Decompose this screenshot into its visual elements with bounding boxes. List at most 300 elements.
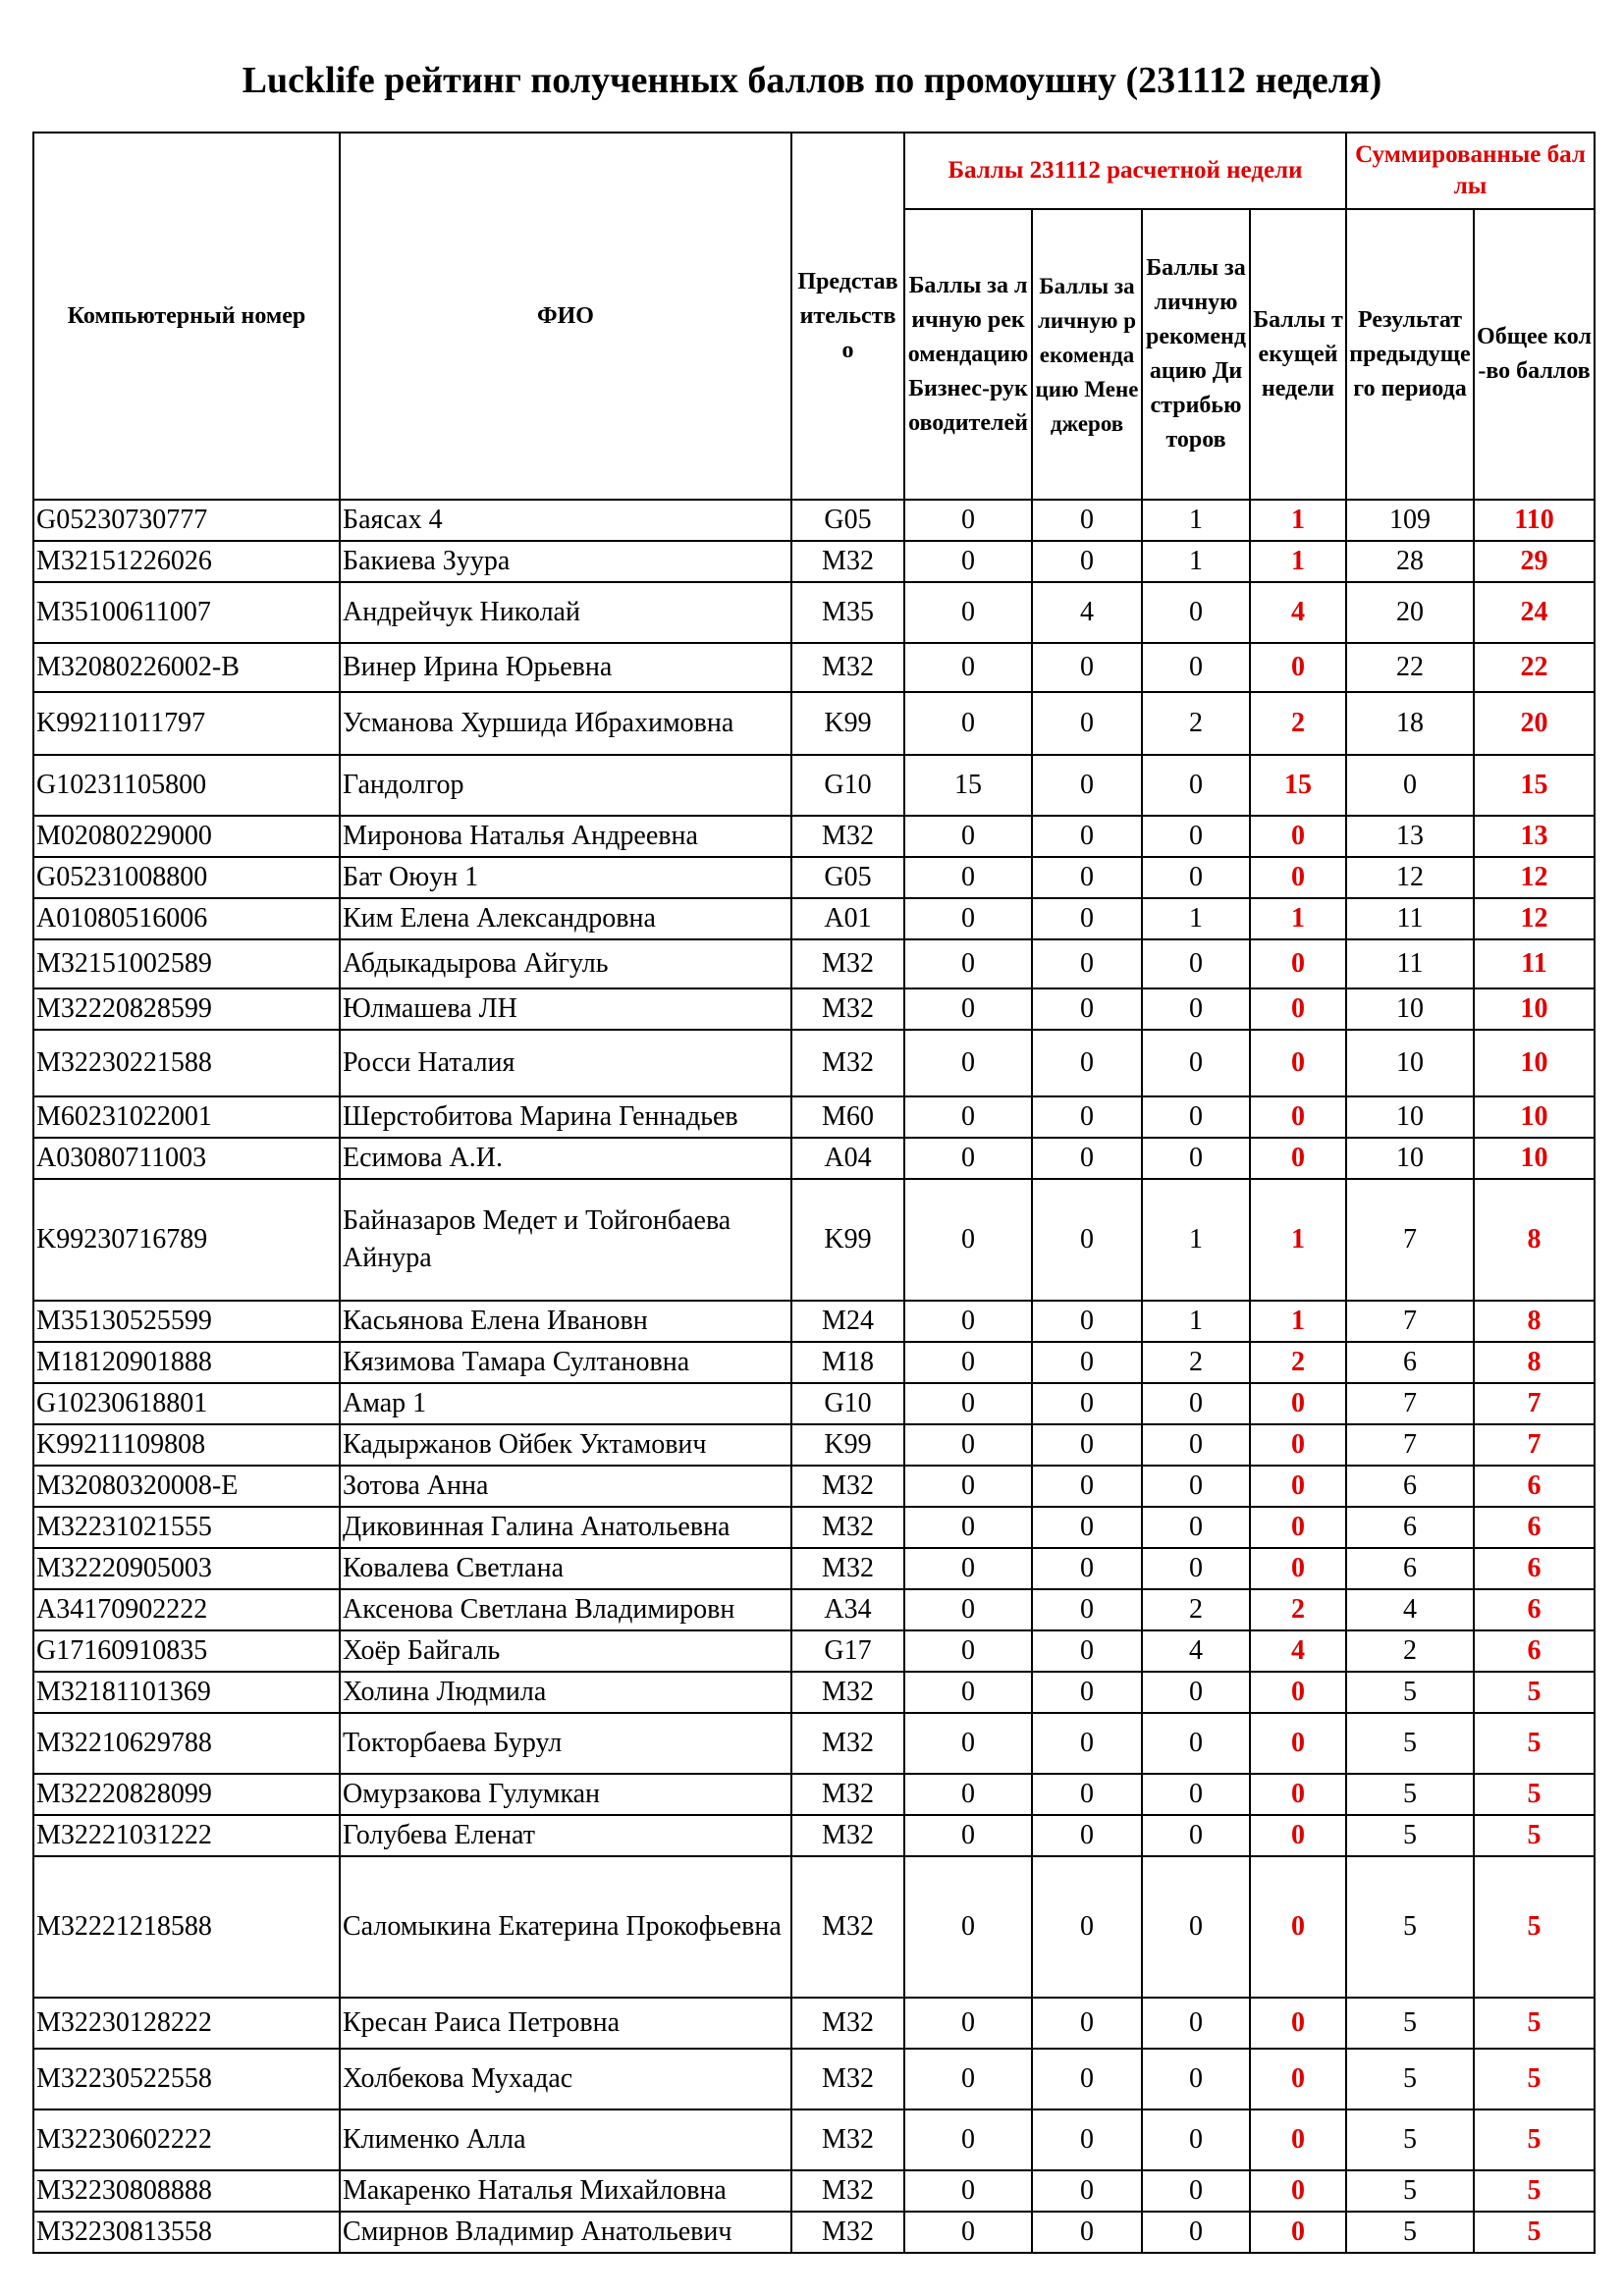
cell-mgr: 0 bbox=[1032, 857, 1142, 898]
cell-mgr: 0 bbox=[1032, 1138, 1142, 1179]
cell-previous: 5 bbox=[1346, 1815, 1474, 1856]
cell-mgr: 0 bbox=[1032, 755, 1142, 816]
cell-mgr: 0 bbox=[1032, 692, 1142, 755]
cell-office: M32 bbox=[791, 2109, 904, 2170]
cell-office: M32 bbox=[791, 1856, 904, 1998]
cell-name: Зотова Анна bbox=[340, 1466, 791, 1507]
cell-name: Холбекова Мухадас bbox=[340, 2049, 791, 2109]
cell-dist: 2 bbox=[1142, 692, 1250, 755]
cell-name: Амар 1 bbox=[340, 1383, 791, 1424]
cell-mgr: 0 bbox=[1032, 1383, 1142, 1424]
cell-name: Росси Наталия bbox=[340, 1030, 791, 1096]
cell-name: Касьянова Елена Ивановн bbox=[340, 1301, 791, 1342]
cell-previous: 5 bbox=[1346, 1856, 1474, 1998]
cell-dist: 1 bbox=[1142, 541, 1250, 582]
cell-dist: 0 bbox=[1142, 1856, 1250, 1998]
cell-code: M32151002589 bbox=[33, 939, 340, 988]
cell-previous: 7 bbox=[1346, 1301, 1474, 1342]
cell-previous: 12 bbox=[1346, 857, 1474, 898]
cell-biz: 0 bbox=[904, 1815, 1032, 1856]
cell-total: 6 bbox=[1474, 1589, 1595, 1630]
cell-office: G05 bbox=[791, 857, 904, 898]
cell-current-week: 0 bbox=[1250, 1096, 1346, 1138]
cell-current-week: 0 bbox=[1250, 1138, 1346, 1179]
header-name: ФИО bbox=[340, 133, 791, 500]
cell-previous: 2 bbox=[1346, 1630, 1474, 1672]
cell-biz: 0 bbox=[904, 1507, 1032, 1548]
cell-name: Холина Людмила bbox=[340, 1672, 791, 1713]
cell-current-week: 0 bbox=[1250, 1466, 1346, 1507]
table-row bbox=[33, 939, 1595, 988]
cell-office: G10 bbox=[791, 1383, 904, 1424]
cell-office: G05 bbox=[791, 500, 904, 541]
cell-dist: 0 bbox=[1142, 816, 1250, 857]
cell-dist: 0 bbox=[1142, 1466, 1250, 1507]
cell-code: G10230618801 bbox=[33, 1383, 340, 1424]
cell-office: K99 bbox=[791, 1179, 904, 1301]
table-row bbox=[33, 1672, 1595, 1713]
cell-total: 10 bbox=[1474, 1138, 1595, 1179]
cell-total: 12 bbox=[1474, 857, 1595, 898]
cell-current-week: 0 bbox=[1250, 988, 1346, 1030]
cell-office: M32 bbox=[791, 1774, 904, 1815]
cell-total: 6 bbox=[1474, 1466, 1595, 1507]
cell-name: Миронова Наталья Андреевна bbox=[340, 816, 791, 857]
cell-previous: 5 bbox=[1346, 2170, 1474, 2212]
cell-current-week: 0 bbox=[1250, 2109, 1346, 2170]
table-row bbox=[33, 988, 1595, 1030]
cell-biz: 0 bbox=[904, 1672, 1032, 1713]
cell-office: A01 bbox=[791, 898, 904, 939]
cell-current-week: 0 bbox=[1250, 2212, 1346, 2253]
cell-current-week: 0 bbox=[1250, 1856, 1346, 1998]
cell-code: M35130525599 bbox=[33, 1301, 340, 1342]
cell-total: 5 bbox=[1474, 1713, 1595, 1774]
cell-office: M32 bbox=[791, 1507, 904, 1548]
cell-total: 20 bbox=[1474, 692, 1595, 755]
cell-biz: 0 bbox=[904, 816, 1032, 857]
cell-mgr: 0 bbox=[1032, 1672, 1142, 1713]
cell-total: 5 bbox=[1474, 1672, 1595, 1713]
cell-biz: 0 bbox=[904, 898, 1032, 939]
cell-total: 22 bbox=[1474, 643, 1595, 692]
cell-code: M32230221588 bbox=[33, 1030, 340, 1096]
cell-office: G10 bbox=[791, 755, 904, 816]
cell-total: 5 bbox=[1474, 2049, 1595, 2109]
table-row bbox=[33, 1507, 1595, 1548]
cell-total: 6 bbox=[1474, 1630, 1595, 1672]
cell-name: Есимова А.И. bbox=[340, 1138, 791, 1179]
cell-code: M32220905003 bbox=[33, 1548, 340, 1589]
cell-office: M32 bbox=[791, 816, 904, 857]
table-row bbox=[33, 1301, 1595, 1342]
cell-previous: 10 bbox=[1346, 988, 1474, 1030]
table-row bbox=[33, 755, 1595, 816]
cell-total: 5 bbox=[1474, 2109, 1595, 2170]
cell-total: 5 bbox=[1474, 1998, 1595, 2049]
cell-mgr: 0 bbox=[1032, 1713, 1142, 1774]
cell-previous: 6 bbox=[1346, 1507, 1474, 1548]
table-row bbox=[33, 1466, 1595, 1507]
cell-office: K99 bbox=[791, 1424, 904, 1466]
header-cur: Баллы текущей недели bbox=[1250, 209, 1346, 500]
cell-total: 24 bbox=[1474, 582, 1595, 643]
cell-previous: 0 bbox=[1346, 755, 1474, 816]
cell-mgr: 0 bbox=[1032, 898, 1142, 939]
table-row bbox=[33, 816, 1595, 857]
table-row bbox=[33, 582, 1595, 643]
cell-biz: 0 bbox=[904, 2212, 1032, 2253]
table-row bbox=[33, 1342, 1595, 1383]
cell-previous: 11 bbox=[1346, 939, 1474, 988]
cell-mgr: 0 bbox=[1032, 2049, 1142, 2109]
cell-mgr: 0 bbox=[1032, 1096, 1142, 1138]
cell-previous: 5 bbox=[1346, 2049, 1474, 2109]
cell-total: 6 bbox=[1474, 1548, 1595, 1589]
cell-biz: 0 bbox=[904, 988, 1032, 1030]
cell-total: 15 bbox=[1474, 755, 1595, 816]
header-group-sum: Суммированные баллы bbox=[1346, 133, 1595, 209]
table-row bbox=[33, 1998, 1595, 2049]
header-office: Представительство bbox=[791, 133, 904, 500]
cell-total: 5 bbox=[1474, 1815, 1595, 1856]
table-row bbox=[33, 1589, 1595, 1630]
cell-name: Хоёр Байгаль bbox=[340, 1630, 791, 1672]
cell-total: 5 bbox=[1474, 1856, 1595, 1998]
cell-total: 12 bbox=[1474, 898, 1595, 939]
table-row bbox=[33, 1774, 1595, 1815]
cell-dist: 0 bbox=[1142, 1774, 1250, 1815]
cell-previous: 109 bbox=[1346, 500, 1474, 541]
cell-office: M35 bbox=[791, 582, 904, 643]
cell-current-week: 0 bbox=[1250, 2170, 1346, 2212]
cell-name: Кадыржанов Ойбек Уктамович bbox=[340, 1424, 791, 1466]
header-code: Компьютерный номер bbox=[33, 133, 340, 500]
table-row bbox=[33, 1096, 1595, 1138]
cell-current-week: 2 bbox=[1250, 692, 1346, 755]
cell-mgr: 0 bbox=[1032, 2109, 1142, 2170]
cell-biz: 15 bbox=[904, 755, 1032, 816]
cell-current-week: 4 bbox=[1250, 582, 1346, 643]
cell-code: M32221031222 bbox=[33, 1815, 340, 1856]
cell-total: 10 bbox=[1474, 1096, 1595, 1138]
cell-total: 10 bbox=[1474, 988, 1595, 1030]
header-dist: Баллы за личную рекомендацию Дистрибьюторов bbox=[1142, 209, 1250, 500]
cell-biz: 0 bbox=[904, 1774, 1032, 1815]
table-row bbox=[33, 1713, 1595, 1774]
cell-dist: 0 bbox=[1142, 1383, 1250, 1424]
cell-code: G17160910835 bbox=[33, 1630, 340, 1672]
cell-dist: 0 bbox=[1142, 643, 1250, 692]
table-row bbox=[33, 857, 1595, 898]
cell-office: A34 bbox=[791, 1589, 904, 1630]
cell-office: M18 bbox=[791, 1342, 904, 1383]
cell-dist: 2 bbox=[1142, 1342, 1250, 1383]
cell-office: M32 bbox=[791, 939, 904, 988]
cell-name: Кресан Раиса Петровна bbox=[340, 1998, 791, 2049]
cell-code: M32181101369 bbox=[33, 1672, 340, 1713]
cell-biz: 0 bbox=[904, 2170, 1032, 2212]
cell-mgr: 0 bbox=[1032, 988, 1142, 1030]
cell-mgr: 0 bbox=[1032, 2170, 1142, 2212]
cell-dist: 0 bbox=[1142, 988, 1250, 1030]
cell-dist: 0 bbox=[1142, 1138, 1250, 1179]
cell-code: M02080229000 bbox=[33, 816, 340, 857]
cell-biz: 0 bbox=[904, 541, 1032, 582]
cell-code: M32230808888 bbox=[33, 2170, 340, 2212]
cell-total: 10 bbox=[1474, 1030, 1595, 1096]
cell-biz: 0 bbox=[904, 2049, 1032, 2109]
cell-total: 29 bbox=[1474, 541, 1595, 582]
cell-biz: 0 bbox=[904, 643, 1032, 692]
cell-dist: 0 bbox=[1142, 582, 1250, 643]
cell-current-week: 0 bbox=[1250, 939, 1346, 988]
cell-biz: 0 bbox=[904, 500, 1032, 541]
cell-biz: 0 bbox=[904, 1589, 1032, 1630]
cell-code: M18120901888 bbox=[33, 1342, 340, 1383]
cell-biz: 0 bbox=[904, 2109, 1032, 2170]
cell-name: Омурзакова Гулумкан bbox=[340, 1774, 791, 1815]
cell-code: M32220828599 bbox=[33, 988, 340, 1030]
rating-table bbox=[32, 132, 1596, 2254]
cell-previous: 20 bbox=[1346, 582, 1474, 643]
cell-biz: 0 bbox=[904, 1301, 1032, 1342]
cell-current-week: 0 bbox=[1250, 1774, 1346, 1815]
cell-dist: 0 bbox=[1142, 939, 1250, 988]
table-row bbox=[33, 1138, 1595, 1179]
cell-current-week: 0 bbox=[1250, 1507, 1346, 1548]
cell-previous: 28 bbox=[1346, 541, 1474, 582]
cell-name: Ким Елена Александровна bbox=[340, 898, 791, 939]
cell-current-week: 0 bbox=[1250, 816, 1346, 857]
cell-dist: 1 bbox=[1142, 1179, 1250, 1301]
cell-dist: 0 bbox=[1142, 1424, 1250, 1466]
cell-total: 5 bbox=[1474, 2212, 1595, 2253]
cell-name: Абдыкадырова Айгуль bbox=[340, 939, 791, 988]
cell-previous: 18 bbox=[1346, 692, 1474, 755]
cell-name: Баясах 4 bbox=[340, 500, 791, 541]
cell-office: M32 bbox=[791, 1030, 904, 1096]
header-prev: Результат предыдущего периода bbox=[1346, 209, 1474, 500]
cell-name: Гандолгор bbox=[340, 755, 791, 816]
cell-code: M32230522558 bbox=[33, 2049, 340, 2109]
cell-previous: 6 bbox=[1346, 1342, 1474, 1383]
cell-code: A34170902222 bbox=[33, 1589, 340, 1630]
cell-mgr: 0 bbox=[1032, 541, 1142, 582]
cell-code: K99230716789 bbox=[33, 1179, 340, 1301]
cell-dist: 0 bbox=[1142, 2212, 1250, 2253]
cell-office: M32 bbox=[791, 2170, 904, 2212]
cell-current-week: 1 bbox=[1250, 1301, 1346, 1342]
cell-office: M24 bbox=[791, 1301, 904, 1342]
cell-current-week: 2 bbox=[1250, 1342, 1346, 1383]
cell-biz: 0 bbox=[904, 1383, 1032, 1424]
cell-dist: 0 bbox=[1142, 1030, 1250, 1096]
table-row bbox=[33, 1856, 1595, 1998]
cell-code: M35100611007 bbox=[33, 582, 340, 643]
cell-current-week: 0 bbox=[1250, 1030, 1346, 1096]
cell-dist: 2 bbox=[1142, 1589, 1250, 1630]
cell-previous: 5 bbox=[1346, 2212, 1474, 2253]
table-row bbox=[33, 2109, 1595, 2170]
cell-name: Шерстобитова Марина Геннадьев bbox=[340, 1096, 791, 1138]
table-header bbox=[33, 133, 1595, 500]
table-row bbox=[33, 2170, 1595, 2212]
cell-previous: 10 bbox=[1346, 1096, 1474, 1138]
cell-code: M32080226002-B bbox=[33, 643, 340, 692]
cell-previous: 10 bbox=[1346, 1030, 1474, 1096]
cell-dist: 0 bbox=[1142, 1507, 1250, 1548]
cell-previous: 10 bbox=[1346, 1138, 1474, 1179]
cell-current-week: 0 bbox=[1250, 643, 1346, 692]
cell-total: 5 bbox=[1474, 1774, 1595, 1815]
cell-code: G05231008800 bbox=[33, 857, 340, 898]
cell-previous: 5 bbox=[1346, 1713, 1474, 1774]
table-row bbox=[33, 1548, 1595, 1589]
cell-previous: 22 bbox=[1346, 643, 1474, 692]
table-row bbox=[33, 541, 1595, 582]
cell-mgr: 0 bbox=[1032, 1301, 1142, 1342]
cell-code: A03080711003 bbox=[33, 1138, 340, 1179]
cell-current-week: 0 bbox=[1250, 1672, 1346, 1713]
cell-mgr: 0 bbox=[1032, 816, 1142, 857]
cell-biz: 0 bbox=[904, 1713, 1032, 1774]
cell-dist: 0 bbox=[1142, 755, 1250, 816]
cell-biz: 0 bbox=[904, 582, 1032, 643]
cell-mgr: 0 bbox=[1032, 1548, 1142, 1589]
cell-code: M60231022001 bbox=[33, 1096, 340, 1138]
cell-dist: 0 bbox=[1142, 2109, 1250, 2170]
cell-name: Смирнов Владимир Анатольевич bbox=[340, 2212, 791, 2253]
cell-mgr: 0 bbox=[1032, 1179, 1142, 1301]
cell-office: M32 bbox=[791, 1998, 904, 2049]
cell-code: M32210629788 bbox=[33, 1713, 340, 1774]
cell-total: 7 bbox=[1474, 1424, 1595, 1466]
cell-biz: 0 bbox=[904, 1548, 1032, 1589]
cell-biz: 0 bbox=[904, 1856, 1032, 1998]
cell-mgr: 0 bbox=[1032, 1774, 1142, 1815]
cell-current-week: 0 bbox=[1250, 1424, 1346, 1466]
cell-previous: 6 bbox=[1346, 1466, 1474, 1507]
cell-biz: 0 bbox=[904, 1138, 1032, 1179]
cell-current-week: 1 bbox=[1250, 500, 1346, 541]
cell-dist: 0 bbox=[1142, 2049, 1250, 2109]
cell-current-week: 15 bbox=[1250, 755, 1346, 816]
cell-previous: 13 bbox=[1346, 816, 1474, 857]
cell-previous: 5 bbox=[1346, 1672, 1474, 1713]
cell-total: 8 bbox=[1474, 1179, 1595, 1301]
cell-previous: 7 bbox=[1346, 1179, 1474, 1301]
cell-code: G10231105800 bbox=[33, 755, 340, 816]
cell-total: 11 bbox=[1474, 939, 1595, 988]
header-biz: Баллы за личную рекомендацию Бизнес-руководителей bbox=[904, 209, 1032, 500]
cell-name: Диковинная Галина Анатольевна bbox=[340, 1507, 791, 1548]
cell-mgr: 0 bbox=[1032, 1342, 1142, 1383]
cell-name: Андрейчук Николай bbox=[340, 582, 791, 643]
cell-code: A01080516006 bbox=[33, 898, 340, 939]
cell-previous: 5 bbox=[1346, 1998, 1474, 2049]
cell-mgr: 0 bbox=[1032, 2212, 1142, 2253]
cell-dist: 0 bbox=[1142, 857, 1250, 898]
cell-dist: 0 bbox=[1142, 1096, 1250, 1138]
cell-biz: 0 bbox=[904, 857, 1032, 898]
cell-mgr: 0 bbox=[1032, 643, 1142, 692]
cell-current-week: 0 bbox=[1250, 1815, 1346, 1856]
cell-biz: 0 bbox=[904, 1424, 1032, 1466]
cell-name: Бат Оюун 1 bbox=[340, 857, 791, 898]
cell-code: M32080320008-E bbox=[33, 1466, 340, 1507]
cell-previous: 7 bbox=[1346, 1424, 1474, 1466]
cell-office: G17 bbox=[791, 1630, 904, 1672]
cell-dist: 1 bbox=[1142, 898, 1250, 939]
header-mgr: Баллы за личную рекомендацию Менеджеров bbox=[1032, 209, 1142, 500]
table-row bbox=[33, 643, 1595, 692]
page-title: Lucklife рейтинг полученных баллов по промоушну (231112 неделя) bbox=[242, 60, 1382, 101]
cell-dist: 0 bbox=[1142, 1815, 1250, 1856]
cell-mgr: 0 bbox=[1032, 1630, 1142, 1672]
cell-office: M32 bbox=[791, 1713, 904, 1774]
cell-total: 8 bbox=[1474, 1301, 1595, 1342]
cell-biz: 0 bbox=[904, 939, 1032, 988]
cell-mgr: 0 bbox=[1032, 1589, 1142, 1630]
cell-name: Бакиева Зуура bbox=[340, 541, 791, 582]
cell-previous: 11 bbox=[1346, 898, 1474, 939]
cell-dist: 0 bbox=[1142, 1713, 1250, 1774]
cell-current-week: 0 bbox=[1250, 1713, 1346, 1774]
cell-current-week: 0 bbox=[1250, 1998, 1346, 2049]
table-row bbox=[33, 1424, 1595, 1466]
cell-office: M32 bbox=[791, 541, 904, 582]
cell-code: M32230813558 bbox=[33, 2212, 340, 2253]
cell-dist: 0 bbox=[1142, 1998, 1250, 2049]
cell-biz: 0 bbox=[904, 1179, 1032, 1301]
cell-name: Ковалева Светлана bbox=[340, 1548, 791, 1589]
cell-name: Байназаров Медет и Тойгонбаева Айнура bbox=[340, 1179, 791, 1301]
cell-code: M32221218588 bbox=[33, 1856, 340, 1998]
cell-total: 110 bbox=[1474, 500, 1595, 541]
cell-total: 5 bbox=[1474, 2170, 1595, 2212]
cell-current-week: 0 bbox=[1250, 2049, 1346, 2109]
table-row bbox=[33, 500, 1595, 541]
cell-biz: 0 bbox=[904, 1030, 1032, 1096]
cell-mgr: 0 bbox=[1032, 500, 1142, 541]
cell-name: Токторбаева Бурул bbox=[340, 1713, 791, 1774]
cell-name: Голубева Еленат bbox=[340, 1815, 791, 1856]
cell-code: K99211011797 bbox=[33, 692, 340, 755]
cell-office: M32 bbox=[791, 2049, 904, 2109]
cell-current-week: 0 bbox=[1250, 857, 1346, 898]
cell-office: A04 bbox=[791, 1138, 904, 1179]
cell-code: M32231021555 bbox=[33, 1507, 340, 1548]
cell-previous: 7 bbox=[1346, 1383, 1474, 1424]
cell-current-week: 1 bbox=[1250, 541, 1346, 582]
cell-mgr: 0 bbox=[1032, 1030, 1142, 1096]
table-row bbox=[33, 1030, 1595, 1096]
cell-previous: 4 bbox=[1346, 1589, 1474, 1630]
cell-biz: 0 bbox=[904, 1466, 1032, 1507]
cell-current-week: 1 bbox=[1250, 1179, 1346, 1301]
cell-total: 8 bbox=[1474, 1342, 1595, 1383]
cell-previous: 5 bbox=[1346, 2109, 1474, 2170]
table-row bbox=[33, 2049, 1595, 2109]
cell-mgr: 4 bbox=[1032, 582, 1142, 643]
cell-code: K99211109808 bbox=[33, 1424, 340, 1466]
cell-previous: 5 bbox=[1346, 1774, 1474, 1815]
cell-current-week: 1 bbox=[1250, 898, 1346, 939]
cell-office: M32 bbox=[791, 2212, 904, 2253]
cell-dist: 0 bbox=[1142, 1548, 1250, 1589]
cell-biz: 0 bbox=[904, 692, 1032, 755]
